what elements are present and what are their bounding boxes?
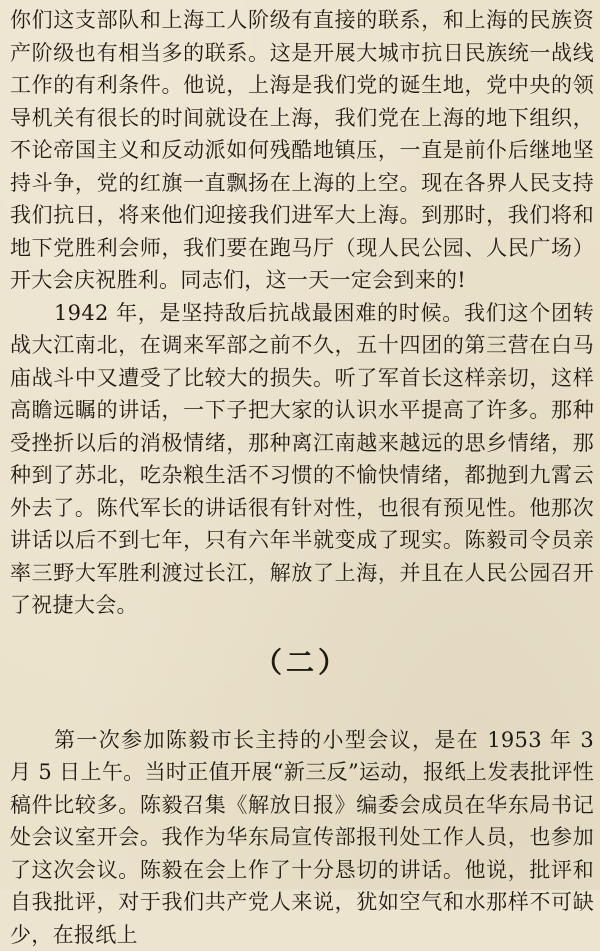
- paragraph-1953-meeting: 第一次参加陈毅市长主持的小型会议，是在 1953 年 3 月 5 日上午。当时正值开展“新三反”运动，报纸上发表批评性稿件比较多。陈毅召集《解放日报》编委会成员在华东局书记处会议室开会。我作为华东局宣传部报刊处工作人员，也参加了这次会议。陈毅在会上作了十分恳切的讲话。他说，批评和自我批评，对于我们共产党人来说，犹如空气和水那样不可缺少，在报纸上: [10, 724, 594, 951]
- section-spacer: [10, 686, 594, 724]
- section-heading: （二）: [10, 640, 594, 686]
- paragraph-1942: 1942 年，是坚持敌后抗战最困难的时候。我们这个团转战大江南北，在调来军部之前不久，五十四团的第三营在白马庙战斗中又遭受了比较大的损失。听了军首长这样亲切，这样高瞻远瞩的讲话，一下子把大家的认识水平提高了许多。那种受挫折以后的消极情绪，那种离江南越来越远的思乡情绪，那种到了苏北，吃杂粮生活不习惯的不愉快情绪，都抛到九霄云外去了。陈代军长的讲话很有针对性，也很有预见性。他那次讲话以后不到七年，只有六年半就变成了现实。陈毅司令员亲率三野大军胜利渡过长江，解放了上海，并且在人民公园召开了祝捷大会。: [10, 297, 594, 622]
- paragraph-continued: 你们这支部队和上海工人阶级有直接的联系，和上海的民族资产阶级也有相当多的联系。这是开展大城市抗日民族统一战线工作的有利条件。他说，上海是我们党的诞生地，党中央的领导机关有很长的时间就设在上海，我们党在上海的地下组织，不论帝国主义和反动派如何残酷地镇压，一直是前仆后继地坚持斗争，党的红旗一直飘扬在上海的上空。现在各界人民支持我们抗日，将来他们迎接我们进军大上海。到那时，我们将和地下党胜利会师，我们要在跑马厅（现人民公园、人民广场）开大会庆祝胜利。同志们，这一天一定会到来的!: [10, 4, 594, 297]
